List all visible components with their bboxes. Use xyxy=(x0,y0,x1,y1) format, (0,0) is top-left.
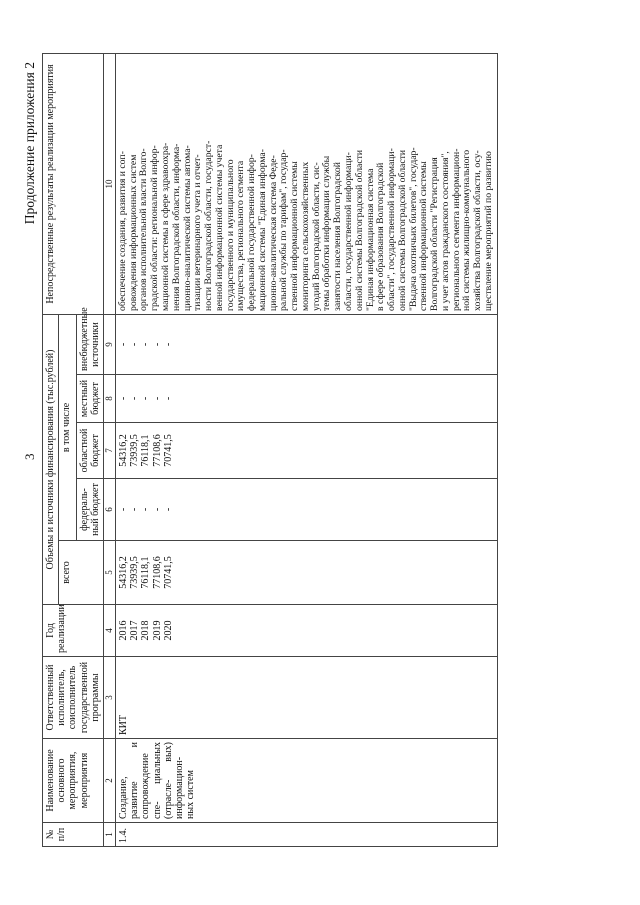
row-extra xyxy=(115,314,497,374)
row-executor: КИТ xyxy=(115,657,497,739)
result-line: ционно-аналитической системы автома- xyxy=(181,145,193,311)
result-line: и учет актов гражданского состояния", xyxy=(439,151,451,311)
total-value: 54316,2 xyxy=(117,556,129,589)
result-line: занятости населения Волгоградской xyxy=(332,162,344,311)
extra-value: - xyxy=(140,342,152,347)
year-value: 2020 xyxy=(162,620,174,641)
result-line: ральной службы по тарифам", государ- xyxy=(278,149,290,311)
result-line: мониторинга сельскохозяйственных xyxy=(299,161,311,311)
result-line: обеспечение создания, развития и соп- xyxy=(116,151,128,311)
result-line: области", государственной информаци- xyxy=(386,148,398,311)
federal-value: - xyxy=(129,507,141,512)
result-line: ционно-аналитическая система Феде- xyxy=(267,155,279,311)
year-value: 2019 xyxy=(151,620,163,641)
result-line: угодий Волгоградской области, сис- xyxy=(310,162,322,311)
row-regional xyxy=(115,423,497,479)
year-value: 2017 xyxy=(129,620,141,641)
regional-value: 77108,6 xyxy=(151,434,163,467)
result-line: онной системы Волгоградской области xyxy=(353,149,365,311)
page-number: 3 xyxy=(22,453,37,460)
regional-value: 70741,5 xyxy=(162,434,174,467)
result-line: ственной информационной системы xyxy=(289,161,301,311)
local-value: - xyxy=(140,396,152,401)
result-line: федеральной государственной инфор- xyxy=(246,154,258,311)
result-line: государственного и муниципального xyxy=(224,159,236,311)
header-extra: внебюджетные источники xyxy=(76,314,103,374)
row-federal xyxy=(115,479,497,541)
result-line: ственной информационной системы xyxy=(418,161,430,311)
extra-value: - xyxy=(162,342,174,347)
result-line: тизации ветеринарного учета и отчет- xyxy=(192,154,204,311)
header-local: местный бюджет xyxy=(76,375,103,423)
header-funding: Объемы и источники финансирования (тыс.рублей) xyxy=(43,314,59,604)
row-name: Создание, развитие и сопровождение спе- циальных (отрасле- вых) информацион- ных систем xyxy=(115,739,497,823)
column-number: 6 xyxy=(103,479,115,541)
result-line: ровождения информационных систем xyxy=(127,154,139,311)
column-number: 2 xyxy=(103,739,115,823)
federal-value: - xyxy=(117,507,129,512)
year-value: 2018 xyxy=(140,620,152,641)
result-line: онной системы Волгоградской области xyxy=(396,149,408,311)
total-value: 76118,1 xyxy=(140,556,152,589)
row-local xyxy=(115,375,497,423)
result-line: мационной системы "Единая информа- xyxy=(256,149,268,311)
regional-value: 73939,5 xyxy=(129,434,141,467)
row-years xyxy=(115,605,497,657)
regional-value: 54316,2 xyxy=(117,434,129,467)
result-line: в сфере образования Волгоградской xyxy=(375,162,387,311)
local-value: - xyxy=(151,396,163,401)
federal-value: - xyxy=(151,507,163,512)
result-line: органов исполнительной власти Волго- xyxy=(138,148,150,311)
local-value: - xyxy=(162,396,174,401)
header-row xyxy=(43,53,59,846)
result-line: хозяйства Волгоградской области, осу- xyxy=(472,150,484,311)
result-line: градской области: региональной инфор- xyxy=(149,145,161,311)
result-line: ной системы жилищно-коммунального xyxy=(461,149,473,311)
total-value: 70741,5 xyxy=(162,556,174,589)
row-total xyxy=(115,541,497,605)
regional-value: 76118,1 xyxy=(140,434,152,467)
local-value: - xyxy=(117,396,129,401)
column-number: 9 xyxy=(103,314,115,374)
header-regional: областной бюджет xyxy=(76,423,103,479)
header-number: № п/п xyxy=(43,823,104,847)
total-value: 73939,5 xyxy=(129,556,141,589)
column-number: 8 xyxy=(103,375,115,423)
result-line: "Единая информационная система xyxy=(364,168,376,311)
column-number: 4 xyxy=(103,605,115,657)
header-year: Год реализации xyxy=(43,605,104,657)
result-line: темы обработки информации службы xyxy=(321,155,333,311)
header-executor: Ответственный исполнитель, соисполнитель государственной программы xyxy=(43,657,104,739)
federal-value: - xyxy=(140,507,152,512)
result-line: области, государственной информаци- xyxy=(343,152,355,311)
header-federal: федераль- ный бюджет xyxy=(76,479,103,541)
column-number: 3 xyxy=(103,657,115,739)
result-line: регионального сегмента информацион- xyxy=(450,148,462,311)
year-value: 2016 xyxy=(117,620,129,641)
result-line: "Выдача охотничьих билетов", государ- xyxy=(407,147,419,311)
result-line: Волгоградской области "Регистрация xyxy=(429,157,441,311)
funding-table xyxy=(42,53,498,847)
row-number: 1.4. xyxy=(115,823,497,847)
table-row xyxy=(115,53,497,846)
column-number: 5 xyxy=(103,541,115,605)
column-number: 1 xyxy=(103,823,115,847)
extra-value: - xyxy=(129,342,141,347)
continuation-title: Продолжение приложения 2 xyxy=(22,62,37,225)
header-total: всего xyxy=(59,541,104,605)
result-line: ществление мероприятий по развитию xyxy=(482,151,494,311)
header-including: в том числе xyxy=(59,314,76,540)
result-line: мационной системы в сфере здравоохра- xyxy=(160,142,171,311)
result-line: нения Волгоградской области, информа- xyxy=(170,143,182,311)
result-line: имущества, регионального сегмента xyxy=(235,160,247,311)
total-value: 77108,6 xyxy=(151,556,163,589)
header-result: Непосредственные результаты реализации мероприятия xyxy=(43,53,104,314)
result-line: венной информационной системы учета xyxy=(213,144,225,311)
result-line: ности Волгоградской области, государст- xyxy=(203,140,215,311)
column-number: 10 xyxy=(103,53,115,314)
local-value: - xyxy=(129,396,141,401)
row-result xyxy=(115,53,497,314)
federal-value: - xyxy=(162,507,174,512)
extra-value: - xyxy=(151,342,163,347)
extra-value: - xyxy=(117,342,129,347)
column-number: 7 xyxy=(103,423,115,479)
column-number-row xyxy=(103,53,115,846)
header-name: Наименование основного мероприятия, мероприятия xyxy=(43,739,104,823)
